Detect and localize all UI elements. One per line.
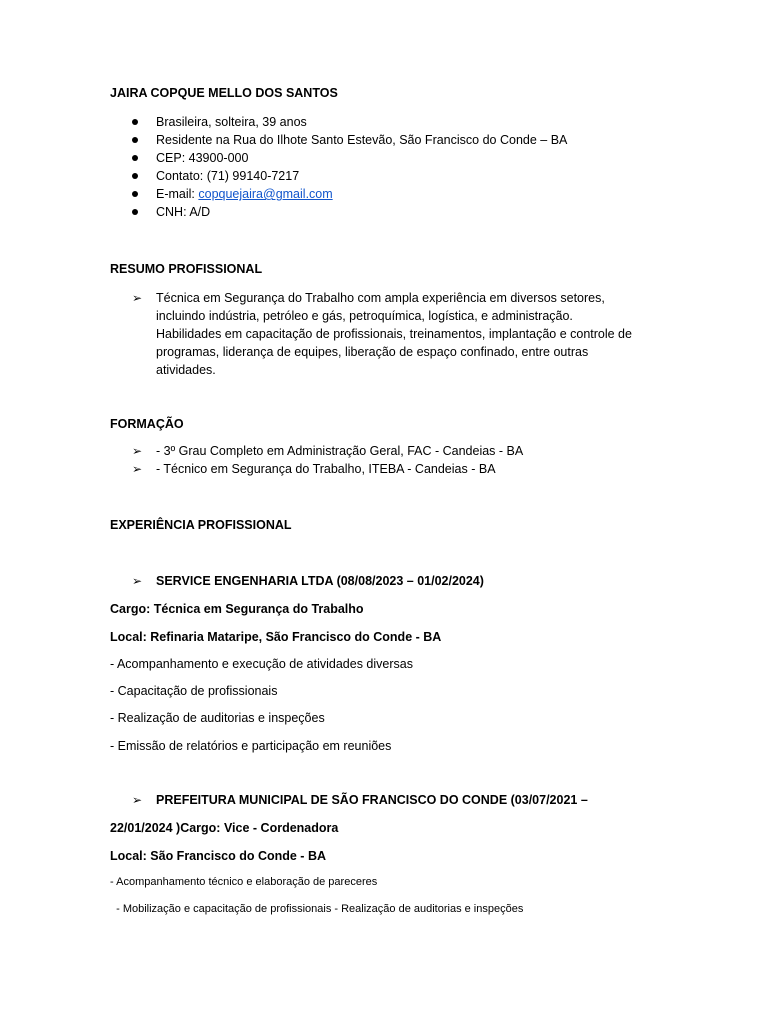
experiencia-heading: EXPERIÊNCIA PROFISSIONAL [110,518,292,532]
arrow-bullet-icon: ➢ [132,291,143,305]
bullet-icon [132,209,138,215]
job2-title-row [110,791,670,809]
job1-task: - Capacitação de profissionais [110,684,278,698]
formacao-heading: FORMAÇÃO [110,417,184,431]
bullet-icon [132,155,138,161]
job2-task: - Acompanhamento técnico e elaboração de pareceres [110,876,378,888]
resumo-list [110,289,670,379]
arrow-bullet-icon: ➢ [132,444,143,458]
personal-info-item: Brasileira, solteira, 39 anos [110,113,670,131]
bullet-icon [132,191,138,197]
job2-title: ➢ PREFEITURA MUNICIPAL DE SÃO FRANCISCO DO CONDE (03/07/2021 – [132,793,588,807]
job2-task: - Mobilização e capacitação de profissionais - Realização de auditorias e inspeções [110,903,524,915]
personal-info-item: Contato: (71) 99140-7217 [110,167,670,185]
job1-task: - Acompanhamento e execução de atividades diversas [110,657,413,671]
job1-title: ➢ SERVICE ENGENHARIA LTDA (08/08/2023 – 01/02/2024) [132,574,484,588]
personal-info-item: Residente na Rua do Ilhote Santo Estevão, São Francisco do Conde – BA [110,131,670,149]
bullet-icon [132,119,138,125]
candidate-name: JAIRA COPQUE MELLO DOS SANTOS [110,86,338,100]
job1-task: - Realização de auditorias e inspeções [110,711,325,725]
personal-info-item: CNH: A/D [110,203,670,221]
personal-info-item: CEP: 43900-000 [110,149,670,167]
resumo-item: ➢ Técnica em Segurança do Trabalho com ampla experiência em diversos setores, incluindo indústria, petróleo e gás, petroquímica, logística, e administração. Habilidades em capacitação de profissionais, treinamentos, implantação e controle de programas, liderança de equipes, liberação de espaço confinado, entre outras atividades. [132,291,632,377]
arrow-bullet-icon: ➢ [132,574,143,588]
bullet-icon [132,173,138,179]
job2-local: Local: São Francisco do Conde - BA [110,849,326,863]
bullet-icon [132,137,138,143]
job1-title-row [110,572,670,590]
job1-local: Local: Refinaria Mataripe, São Francisco do Conde - BA [110,630,442,644]
formacao-item: ➢ - 3º Grau Completo em Administração Geral, FAC - Candeias - BA [132,444,524,458]
personal-info-email: E-mail: copquejaira@gmail.com [110,185,670,203]
formacao-item: ➢ - Técnico em Segurança do Trabalho, ITEBA - Candeias - BA [132,462,496,476]
arrow-bullet-icon: ➢ [132,793,143,807]
job2-title-continued: 22/01/2024 )Cargo: Vice - Cordenadora [110,821,339,835]
email-link[interactable]: copquejaira@gmail.com [198,187,333,201]
formacao-list [110,442,670,478]
job1-cargo: Cargo: Técnica em Segurança do Trabalho [110,602,364,616]
personal-info-list [110,113,670,221]
resumo-heading: RESUMO PROFISSIONAL [110,262,263,276]
arrow-bullet-icon: ➢ [132,462,143,476]
job1-task: - Emissão de relatórios e participação em reuniões [110,739,392,753]
